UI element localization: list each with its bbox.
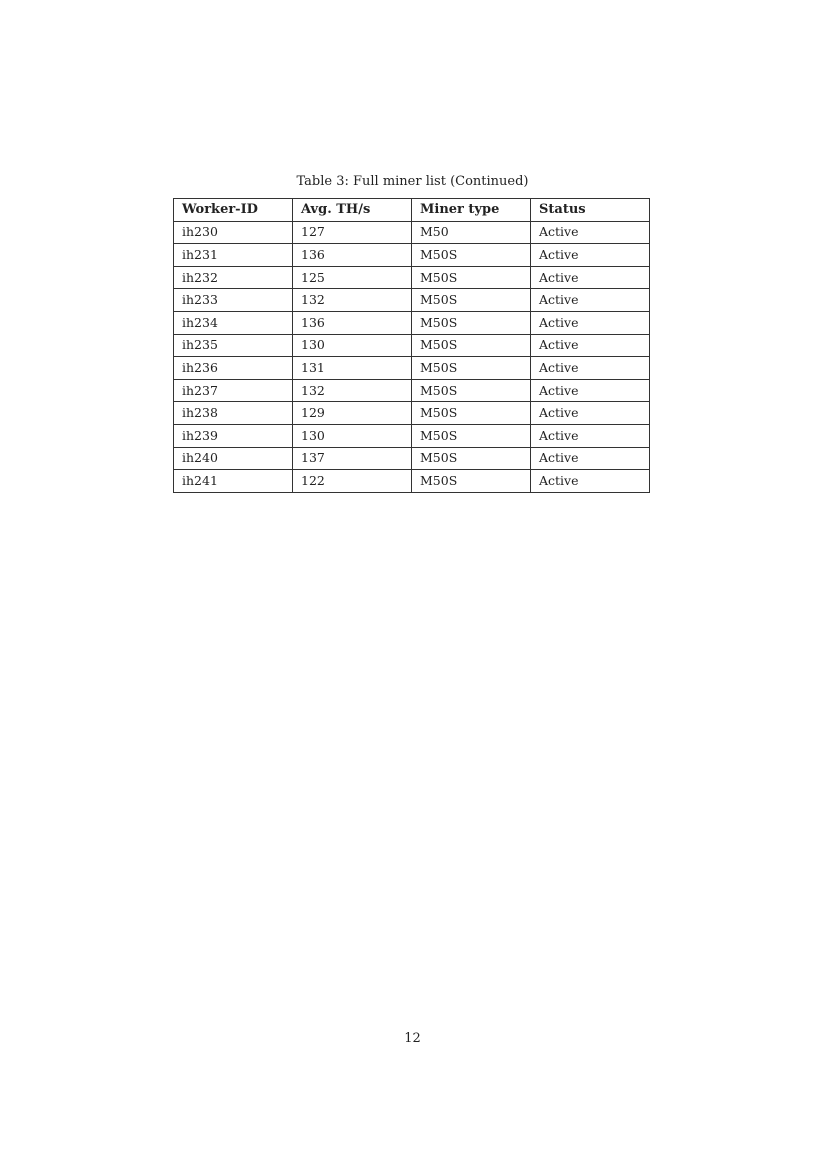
table-row bbox=[174, 334, 650, 357]
cell-worker-id: ih234 bbox=[174, 311, 293, 334]
cell-worker-id: ih237 bbox=[174, 379, 293, 402]
column-header-status: Status bbox=[531, 199, 650, 222]
cell-worker-id: ih231 bbox=[174, 244, 293, 267]
cell-miner-type: M50S bbox=[412, 447, 531, 470]
table-row bbox=[174, 289, 650, 312]
table-row bbox=[174, 379, 650, 402]
cell-status: Active bbox=[531, 379, 650, 402]
cell-worker-id: ih241 bbox=[174, 470, 293, 493]
table-caption: Table 3: Full miner list (Continued) bbox=[296, 174, 529, 189]
cell-status: Active bbox=[531, 311, 650, 334]
cell-avg-ths: 125 bbox=[293, 266, 412, 289]
cell-status: Active bbox=[531, 266, 650, 289]
cell-miner-type: M50S bbox=[412, 244, 531, 267]
cell-miner-type: M50S bbox=[412, 470, 531, 493]
cell-status: Active bbox=[531, 289, 650, 312]
cell-avg-ths: 136 bbox=[293, 311, 412, 334]
cell-avg-ths: 130 bbox=[293, 334, 412, 357]
cell-avg-ths: 132 bbox=[293, 379, 412, 402]
cell-miner-type: M50S bbox=[412, 402, 531, 425]
table-row bbox=[174, 402, 650, 425]
table-row bbox=[174, 357, 650, 380]
cell-worker-id: ih236 bbox=[174, 357, 293, 380]
cell-avg-ths: 132 bbox=[293, 289, 412, 312]
cell-miner-type: M50 bbox=[412, 221, 531, 244]
cell-avg-ths: 130 bbox=[293, 424, 412, 447]
page-number: 12 bbox=[404, 1031, 421, 1046]
table-row bbox=[174, 244, 650, 267]
cell-avg-ths: 122 bbox=[293, 470, 412, 493]
cell-status: Active bbox=[531, 334, 650, 357]
column-header-avg-ths: Avg. TH/s bbox=[293, 199, 412, 222]
cell-miner-type: M50S bbox=[412, 379, 531, 402]
cell-status: Active bbox=[531, 244, 650, 267]
cell-worker-id: ih230 bbox=[174, 221, 293, 244]
cell-avg-ths: 136 bbox=[293, 244, 412, 267]
cell-status: Active bbox=[531, 470, 650, 493]
cell-worker-id: ih232 bbox=[174, 266, 293, 289]
cell-status: Active bbox=[531, 221, 650, 244]
table-row bbox=[174, 266, 650, 289]
cell-status: Active bbox=[531, 357, 650, 380]
table-row bbox=[174, 221, 650, 244]
cell-worker-id: ih240 bbox=[174, 447, 293, 470]
cell-miner-type: M50S bbox=[412, 289, 531, 312]
cell-miner-type: M50S bbox=[412, 424, 531, 447]
column-header-miner-type: Miner type bbox=[412, 199, 531, 222]
cell-worker-id: ih233 bbox=[174, 289, 293, 312]
cell-status: Active bbox=[531, 424, 650, 447]
miner-table bbox=[173, 198, 650, 493]
column-header-worker-id: Worker-ID bbox=[174, 199, 293, 222]
table-header-row bbox=[174, 199, 650, 222]
table-row bbox=[174, 447, 650, 470]
cell-miner-type: M50S bbox=[412, 311, 531, 334]
cell-miner-type: M50S bbox=[412, 334, 531, 357]
cell-status: Active bbox=[531, 402, 650, 425]
cell-avg-ths: 129 bbox=[293, 402, 412, 425]
table-row bbox=[174, 470, 650, 493]
cell-worker-id: ih235 bbox=[174, 334, 293, 357]
cell-worker-id: ih239 bbox=[174, 424, 293, 447]
cell-miner-type: M50S bbox=[412, 266, 531, 289]
cell-status: Active bbox=[531, 447, 650, 470]
cell-avg-ths: 137 bbox=[293, 447, 412, 470]
cell-avg-ths: 127 bbox=[293, 221, 412, 244]
table-row bbox=[174, 311, 650, 334]
cell-worker-id: ih238 bbox=[174, 402, 293, 425]
cell-miner-type: M50S bbox=[412, 357, 531, 380]
table-row bbox=[174, 424, 650, 447]
cell-avg-ths: 131 bbox=[293, 357, 412, 380]
